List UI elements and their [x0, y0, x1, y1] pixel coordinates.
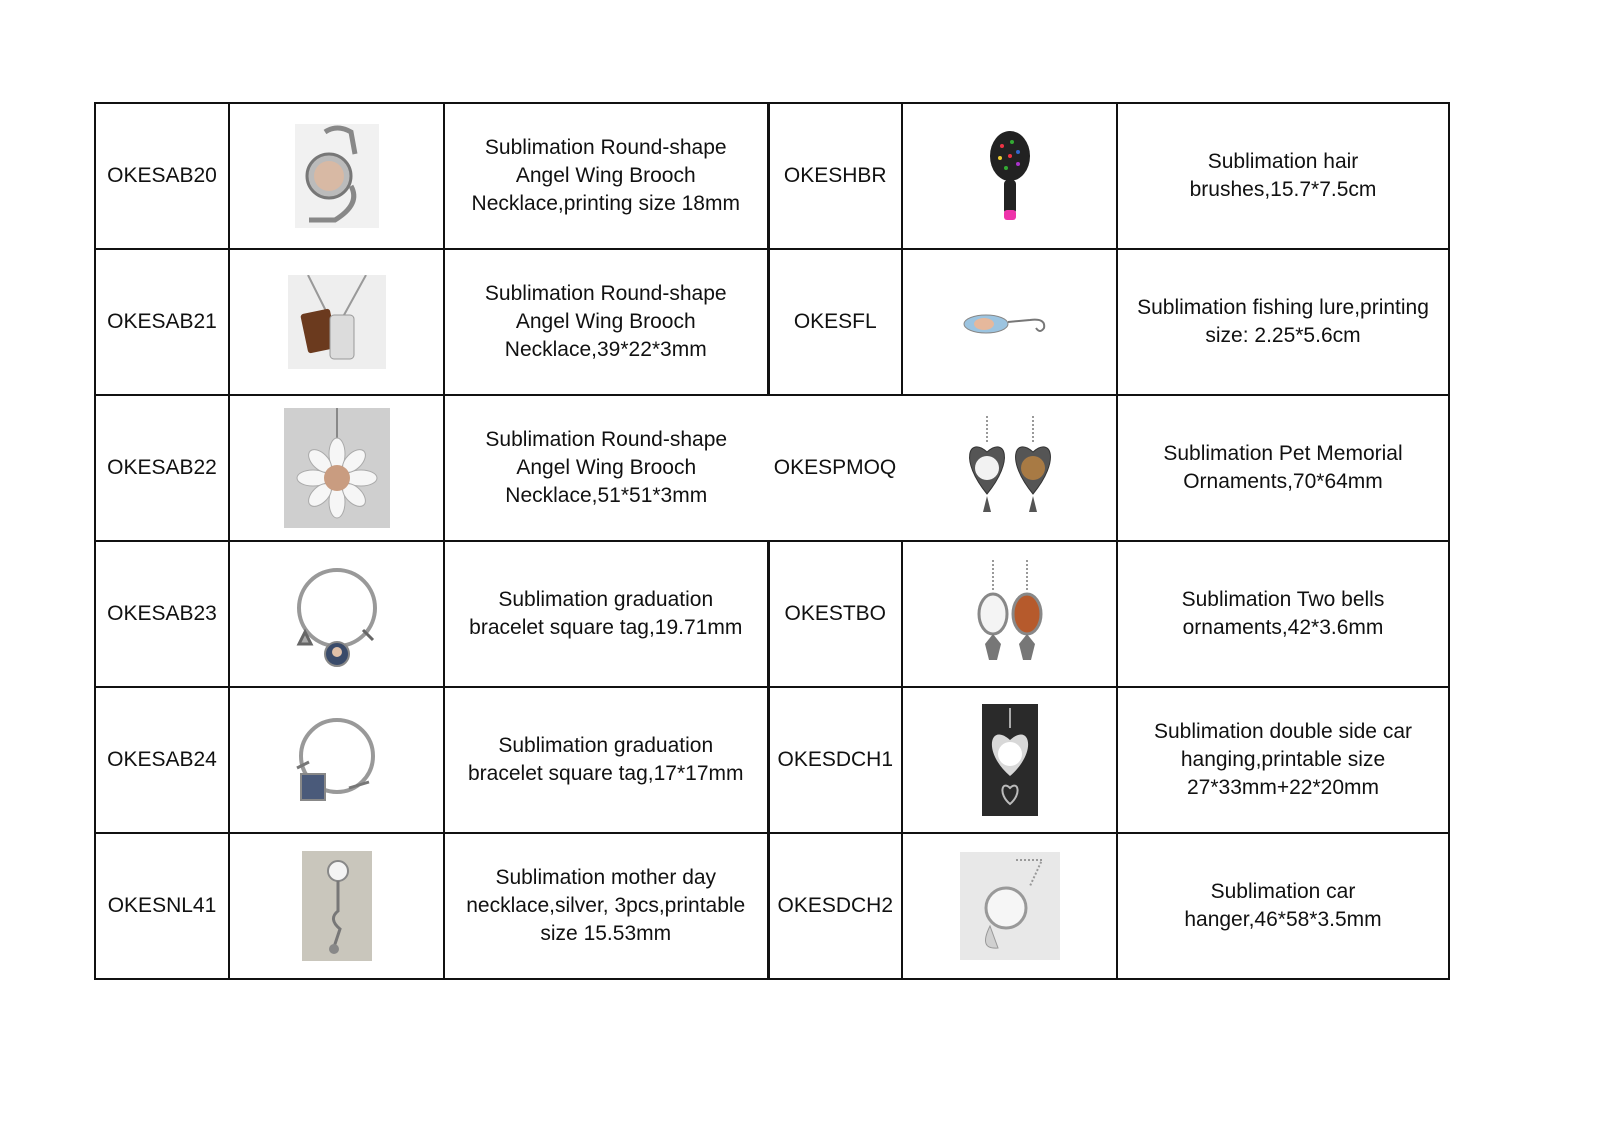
product-description-cell: Sublimation Round-shape Angel Wing Brooch Necklace,39*22*3mm — [444, 249, 768, 395]
graduation-bracelet-square-icon — [289, 712, 385, 808]
product-image-cell — [229, 249, 444, 395]
love-tag-necklace-icon — [288, 275, 386, 369]
product-image-cell — [902, 103, 1117, 249]
product-description-cell: Sublimation Pet Memorial Ornaments,70*64mm — [1117, 395, 1449, 541]
product-image-cell — [902, 249, 1117, 395]
product-code-cell — [95, 395, 229, 541]
table-row — [95, 103, 1449, 249]
product-code-cell — [768, 249, 902, 395]
product-code: OKESAB23 — [107, 602, 217, 625]
product-image-cell — [902, 395, 1117, 541]
table-row — [95, 249, 1449, 395]
product-catalog-table — [94, 102, 1448, 966]
product-description-cell: Sublimation hair brushes,15.7*7.5cm — [1117, 103, 1449, 249]
hair-brush-icon — [988, 130, 1032, 222]
product-description-cell: Sublimation fishing lure,printing size: 2.25*5.6cm — [1117, 249, 1449, 395]
product-code: OKESPMOQ — [773, 456, 897, 479]
product-image-cell — [229, 687, 444, 833]
product-description-cell: Sublimation Round-shape Angel Wing Brooch Necklace,printing size 18mm — [444, 103, 768, 249]
product-image-cell — [902, 687, 1117, 833]
product-code: OKESDCH2 — [777, 894, 894, 917]
product-code-cell — [95, 833, 229, 979]
product-code: OKESNL41 — [107, 894, 217, 917]
fishing-lure-icon — [960, 302, 1060, 342]
round-car-hanger-icon — [960, 852, 1060, 960]
product-code-cell — [95, 249, 229, 395]
product-code: OKESAB22 — [107, 456, 217, 479]
product-code-cell — [768, 687, 902, 833]
table-row — [95, 833, 1449, 979]
product-image-cell — [229, 541, 444, 687]
product-code: OKESTBO — [784, 602, 887, 625]
heart-car-hanging-icon — [982, 704, 1038, 816]
mother-day-necklace-icon — [302, 851, 372, 961]
product-image-cell — [902, 541, 1117, 687]
flower-necklace-icon — [284, 408, 390, 528]
product-description-cell: Sublimation double side car hanging,printable size 27*33mm+22*20mm — [1117, 687, 1449, 833]
product-code-cell — [768, 541, 902, 687]
product-code-cell — [95, 687, 229, 833]
product-code: OKESAB24 — [107, 748, 217, 771]
table-row — [95, 687, 1449, 833]
product-image-cell — [229, 833, 444, 979]
product-code: OKESAB21 — [107, 310, 217, 333]
product-code-cell — [768, 395, 902, 541]
product-description-cell: Sublimation Two bells ornaments,42*3.6mm — [1117, 541, 1449, 687]
two-bells-ornaments-icon — [975, 560, 1045, 668]
heart-wing-ornaments-icon — [959, 416, 1059, 520]
product-code: OKESHBR — [783, 164, 887, 187]
product-code: OKESDCH1 — [777, 748, 894, 771]
table-row — [95, 541, 1449, 687]
bracelet-photo-icon — [295, 124, 379, 228]
product-description-cell: Sublimation Round-shape Angel Wing Brooch Necklace,51*51*3mm — [444, 395, 768, 541]
product-description-cell: Sublimation graduation bracelet square tag,19.71mm — [444, 541, 768, 687]
product-description-cell: Sublimation graduation bracelet square tag,17*17mm — [444, 687, 768, 833]
catalog-grid — [94, 102, 1450, 980]
product-image-cell — [229, 395, 444, 541]
product-image-cell — [902, 833, 1117, 979]
product-code-cell — [95, 541, 229, 687]
product-code: OKESFL — [793, 310, 877, 333]
product-code-cell — [768, 103, 902, 249]
graduation-bracelet-icon — [289, 560, 385, 668]
product-description-cell: Sublimation car hanger,46*58*3.5mm — [1117, 833, 1449, 979]
product-code-cell — [95, 103, 229, 249]
product-image-cell — [229, 103, 444, 249]
product-code-cell — [768, 833, 902, 979]
table-row — [95, 395, 1449, 541]
product-description-cell: Sublimation mother day necklace,silver, 3pcs,printable size 15.53mm — [444, 833, 768, 979]
product-code: OKESAB20 — [107, 164, 217, 187]
